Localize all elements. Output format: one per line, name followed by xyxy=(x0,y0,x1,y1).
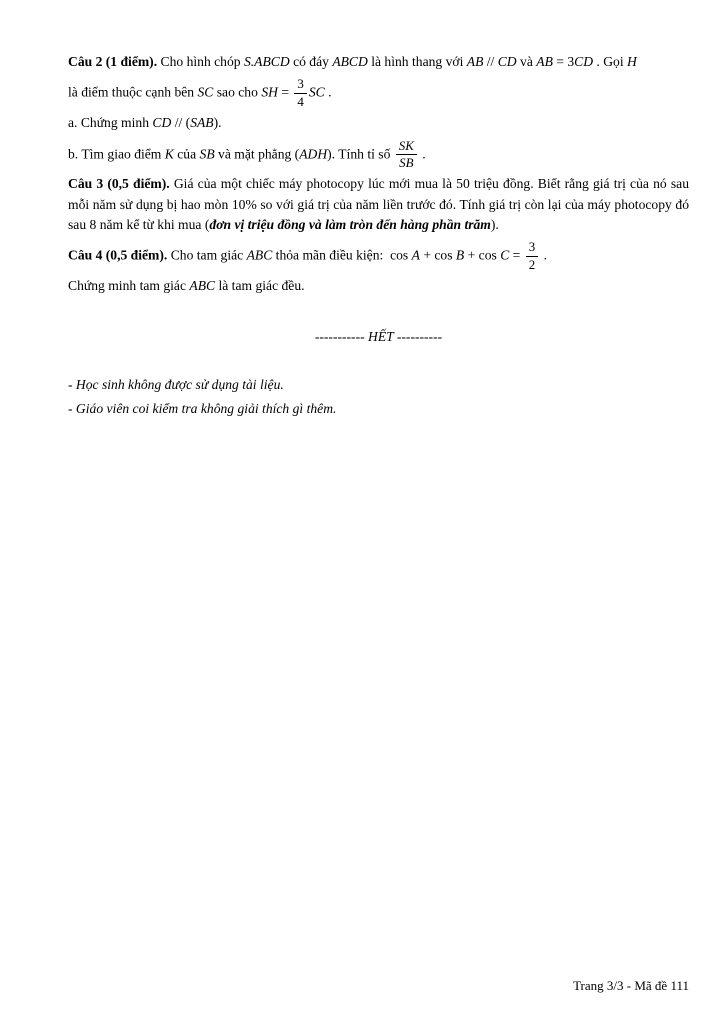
text-run: ). xyxy=(490,217,499,232)
math-var: H xyxy=(627,54,637,69)
text-run: của xyxy=(173,145,200,161)
text-run: sao cho xyxy=(213,84,262,100)
math-var: CD xyxy=(497,54,517,69)
text-run: = 3 xyxy=(552,54,575,69)
fraction-numerator: 3 xyxy=(294,77,306,94)
question-2-part-b xyxy=(68,139,689,172)
math-var: ABC xyxy=(189,278,216,294)
math-var: C xyxy=(500,247,510,263)
math-var: AB xyxy=(536,54,553,69)
text-run: = xyxy=(509,247,524,263)
text-run: . xyxy=(418,145,426,161)
math-var: S.ABCD xyxy=(243,54,290,69)
math-var: ABCD xyxy=(332,54,368,69)
question-2-label: Câu 2 (1 điểm). xyxy=(68,54,158,69)
math-var: SC xyxy=(197,84,214,100)
fraction-three-fourths xyxy=(294,77,306,110)
text-run: . xyxy=(324,84,332,100)
math-var: CD xyxy=(574,54,594,69)
math-var: K xyxy=(164,145,174,161)
end-of-exam-marker: ----------- HẾT ---------- xyxy=(314,328,443,344)
text-run: cos xyxy=(390,247,412,263)
text-run: Cho tam giác xyxy=(167,247,247,263)
footer-page-number: Trang 3/3 - Mã đề 111 xyxy=(573,978,689,993)
question-3 xyxy=(68,174,693,235)
question-2-intro-line-1 xyxy=(68,52,689,72)
math-var: CD xyxy=(152,115,172,131)
text-run: ). Tính tỉ số xyxy=(327,145,394,161)
text-run: = xyxy=(277,84,293,100)
math-var: SH xyxy=(261,84,278,100)
text-run: + cos xyxy=(419,247,456,263)
fraction-denominator: 2 xyxy=(528,257,536,273)
text-run: a. Chứng minh xyxy=(68,115,153,131)
fraction-sk-sb xyxy=(396,139,417,172)
question-4-label: Câu 4 (0,5 điểm). xyxy=(68,247,168,263)
note-no-materials: - Học sinh không được sử dụng tài liệu. xyxy=(68,376,284,392)
math-var: A xyxy=(411,247,420,263)
text-run: // ( xyxy=(171,115,191,131)
fraction-denominator: SB xyxy=(399,155,414,171)
question-3-label: Câu 3 (0,5 điểm). xyxy=(68,176,170,192)
math-var: ADH xyxy=(299,145,328,161)
math-var: B xyxy=(455,247,465,263)
text-run: và mặt phẳng ( xyxy=(214,145,300,161)
text-run: ). xyxy=(213,115,222,131)
question-2-intro-line-2 xyxy=(68,77,689,110)
math-var: SAB xyxy=(190,115,214,131)
text-run: Cho hình chóp xyxy=(157,54,244,69)
text-run: là tam giác đều. xyxy=(215,278,305,294)
text-run: Chứng minh tam giác xyxy=(68,278,190,294)
text-run: // xyxy=(483,54,498,69)
text-run: . Gọi xyxy=(593,54,628,69)
text-run: có đáy xyxy=(289,54,333,69)
question-4-conclusion xyxy=(68,276,689,296)
text-run: thỏa mãn điều kiện: xyxy=(272,247,391,263)
text-run: . xyxy=(540,247,547,263)
text-run: + cos xyxy=(464,247,501,263)
text-run: là điểm thuộc cạnh bên xyxy=(68,84,198,100)
text-run: Giá của một chiếc máy photocopy lúc mới mua là 50 triệu đồng. Biết rằng giá trị của nó sau mỗi năm sử dụng bị hao mòn 10% so với giá trị của năm liền trước đó. Tính giá trị còn lại của máy photocopy đó sau 8 năm kể từ khi mua ( xyxy=(68,176,693,232)
note-no-explanation: - Giáo viên coi kiểm tra không giải thích gì thêm. xyxy=(68,401,337,417)
text-run: là hình thang với xyxy=(367,54,467,69)
question-2-part-a xyxy=(68,113,689,133)
emphasized-note: đơn vị triệu đồng và làm tròn đến hàng phần trăm xyxy=(209,217,491,232)
text-run: b. Tìm giao điểm xyxy=(68,145,165,161)
text-run: và xyxy=(516,54,537,69)
fraction-numerator: 3 xyxy=(526,240,538,257)
math-var: SB xyxy=(199,145,215,161)
question-4 xyxy=(68,240,689,273)
math-var: AB xyxy=(466,54,484,69)
fraction-three-halves xyxy=(526,240,538,273)
math-var: ABC xyxy=(246,247,273,263)
fraction-numerator: SK xyxy=(396,139,417,156)
math-var: SC xyxy=(308,84,325,100)
fraction-denominator: 4 xyxy=(297,94,304,110)
